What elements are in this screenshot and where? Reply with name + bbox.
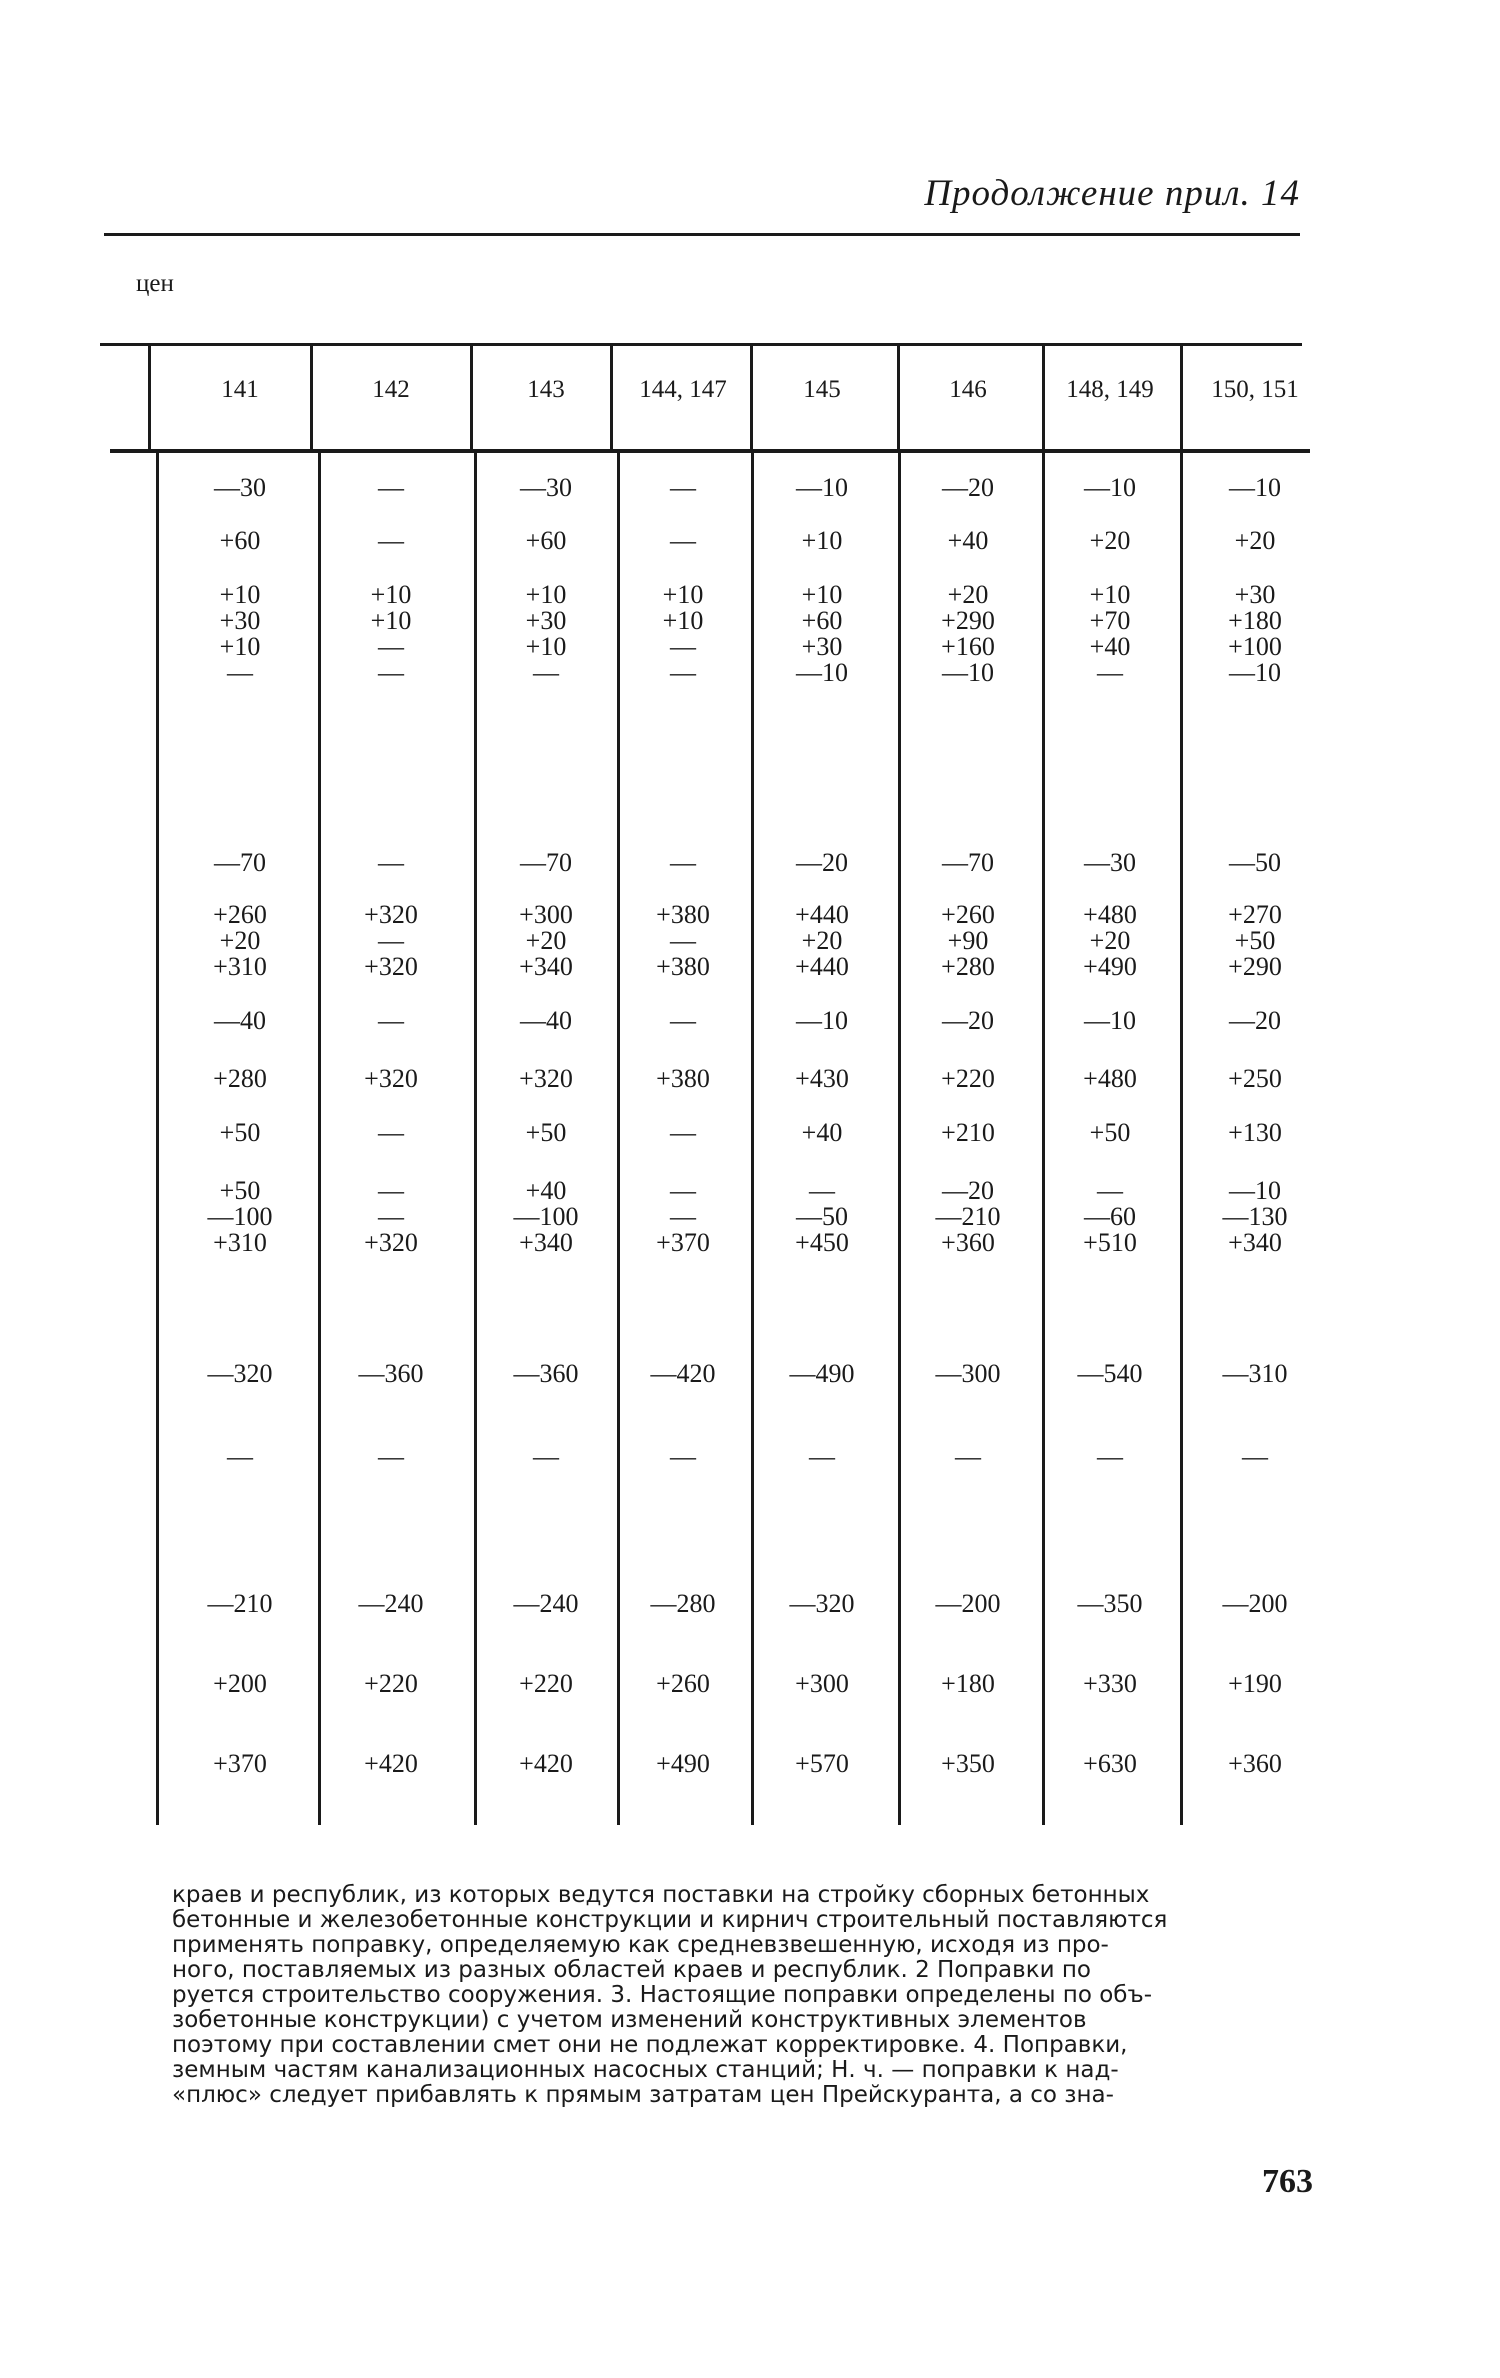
table-cell: +40 [801, 1118, 843, 1147]
table-cell: +260 [941, 900, 995, 929]
table-cell: +220 [519, 1669, 573, 1698]
table-cell: +340 [1228, 1228, 1282, 1257]
table-cell: +510 [1083, 1228, 1137, 1257]
table-cell: — [227, 1442, 253, 1471]
table-cell: —490 [789, 1359, 855, 1388]
table-cell: +50 [525, 1118, 567, 1147]
table-cell: +50 [1089, 1118, 1131, 1147]
table-cell: +280 [941, 952, 995, 981]
table-cell: +20 [1089, 526, 1131, 555]
table-cell: — [378, 1176, 404, 1205]
table-cell: +60 [801, 606, 843, 635]
table-cell: +250 [1228, 1064, 1282, 1093]
table-cell: +50 [219, 1176, 261, 1205]
table-cell: — [670, 1118, 696, 1147]
table-cell: +320 [364, 1064, 418, 1093]
table-cell: — [378, 632, 404, 661]
table-cell: — [670, 1442, 696, 1471]
table-cell: —200 [935, 1589, 1001, 1618]
table-cell: +320 [364, 900, 418, 929]
header-column-rule [148, 343, 151, 449]
table-cell: —300 [935, 1359, 1001, 1388]
table-cell: — [533, 1442, 559, 1471]
table-cell: —40 [214, 1006, 266, 1035]
table-cell: +130 [1228, 1118, 1282, 1147]
table-cell: +480 [1083, 900, 1137, 929]
table-cell: +220 [941, 1064, 995, 1093]
table-cell: — [670, 658, 696, 687]
table-cell: —60 [1084, 1202, 1136, 1231]
table-cell: —10 [942, 658, 994, 687]
table-cell: +20 [1089, 926, 1131, 955]
table-cell: +630 [1083, 1749, 1137, 1778]
table-cell: +260 [213, 900, 267, 929]
table-cell: — [670, 1176, 696, 1205]
column-header: 148, 149 [1066, 376, 1154, 403]
table-cell: —10 [796, 473, 848, 502]
table-cell: —20 [796, 848, 848, 877]
table-cell: — [670, 632, 696, 661]
column-header: 143 [527, 376, 565, 403]
table-cell: +10 [662, 580, 704, 609]
table-cell: +290 [941, 606, 995, 635]
table-cell: +10 [662, 606, 704, 635]
table-cell: — [378, 848, 404, 877]
table-cell: +320 [364, 952, 418, 981]
table-cell: +310 [213, 952, 267, 981]
footnote-line: земным частям канализационных насосных станций; Н. ч. — поправки к над- [172, 2057, 1119, 2083]
table-cell: +10 [219, 580, 261, 609]
table-cell: +420 [519, 1749, 573, 1778]
table-cell: — [670, 1006, 696, 1035]
table-cell: — [1097, 1442, 1123, 1471]
table-cell: —20 [942, 1006, 994, 1035]
table-cell: +320 [364, 1228, 418, 1257]
table-cell: —10 [1084, 1006, 1136, 1035]
table-cell: —70 [214, 848, 266, 877]
table-cell: +480 [1083, 1064, 1137, 1093]
table-cell: —210 [207, 1589, 273, 1618]
table-cell: +10 [370, 606, 412, 635]
footnote-line: бетонные и железобетонные конструкции и кирнич строительный поставляются [172, 1907, 1168, 1933]
table-cell: —10 [1229, 473, 1281, 502]
table-cell: +40 [525, 1176, 567, 1205]
table-cell: +340 [519, 952, 573, 981]
table-cell: +360 [1228, 1749, 1282, 1778]
table-cell: +20 [1234, 526, 1276, 555]
stub-header: цен [136, 270, 174, 297]
table-cell: +320 [519, 1064, 573, 1093]
table-cell: — [533, 658, 559, 687]
table-cell: —20 [1229, 1006, 1281, 1035]
table-cell: +10 [801, 526, 843, 555]
table-cell: +210 [941, 1118, 995, 1147]
table-cell: +60 [219, 526, 261, 555]
running-head: Продолжение прил. 14 [924, 173, 1300, 214]
table-cell: +40 [947, 526, 989, 555]
table-cell: +180 [941, 1669, 995, 1698]
table-cell: +10 [219, 632, 261, 661]
table-cell: +340 [519, 1228, 573, 1257]
table-cell: —280 [650, 1589, 716, 1618]
table-cell: — [670, 526, 696, 555]
table-cell: +10 [370, 580, 412, 609]
table-cell: —540 [1077, 1359, 1143, 1388]
footnote-line: руется строительство сооружения. 3. Настоящие поправки определены по объ- [172, 1982, 1153, 2008]
header-column-rule [1042, 343, 1045, 449]
table-cell: +70 [1089, 606, 1131, 635]
footnote-line: ного, поставляемых из разных областей краев и республик. 2 Поправки по [172, 1957, 1091, 1983]
column-header: 146 [949, 376, 987, 403]
table-cell: +380 [656, 900, 710, 929]
table-cell: —10 [796, 658, 848, 687]
table-cell: —100 [513, 1202, 579, 1231]
table-cell: +370 [213, 1749, 267, 1778]
table-cell: +100 [1228, 632, 1282, 661]
table-cell: +30 [801, 632, 843, 661]
table-cell: — [1097, 658, 1123, 687]
column-header: 145 [803, 376, 841, 403]
table-cell: — [670, 926, 696, 955]
table-cell: +300 [795, 1669, 849, 1698]
table-cell: +440 [795, 952, 849, 981]
table-cell: —30 [1084, 848, 1136, 877]
table-cell: —10 [1229, 1176, 1281, 1205]
table-cell: +180 [1228, 606, 1282, 635]
table-cell: —50 [796, 1202, 848, 1231]
table-cell: — [1242, 1442, 1268, 1471]
table-cell: +300 [519, 900, 573, 929]
table-cell: +380 [656, 1064, 710, 1093]
table-cell: +40 [1089, 632, 1131, 661]
table-cell: — [378, 926, 404, 955]
table-cell: —130 [1222, 1202, 1288, 1231]
table-cell: —420 [650, 1359, 716, 1388]
table-cell: +420 [364, 1749, 418, 1778]
table-cell: +30 [219, 606, 261, 635]
table-cell: —310 [1222, 1359, 1288, 1388]
table-cell: —360 [513, 1359, 579, 1388]
column-header: 150, 151 [1211, 376, 1299, 403]
table-cell: — [378, 1202, 404, 1231]
table-cell: —50 [1229, 848, 1281, 877]
table-cell: +20 [525, 926, 567, 955]
table-cell: +490 [656, 1749, 710, 1778]
footnote-line: поэтому при составлении смет они не подлежат корректировке. 4. Поправки, [172, 2032, 1128, 2058]
table-cell: +270 [1228, 900, 1282, 929]
footnote-line: зобетонные конструкции) с учетом изменений конструктивных элементов [172, 2007, 1087, 2033]
table-cell: —10 [1229, 658, 1281, 687]
table-cell: +30 [525, 606, 567, 635]
table-cell: +380 [656, 952, 710, 981]
table-cell: —350 [1077, 1589, 1143, 1618]
table-cell: +190 [1228, 1669, 1282, 1698]
table-cell: — [378, 1442, 404, 1471]
table-cell: +10 [1089, 580, 1131, 609]
table-cell: —40 [520, 1006, 572, 1035]
table-cell: +260 [656, 1669, 710, 1698]
table-cell: +10 [801, 580, 843, 609]
header-column-rule [750, 343, 753, 449]
table-cell: —10 [796, 1006, 848, 1035]
column-header: 141 [221, 376, 259, 403]
footnote-line: «плюс» следует прибавлять к прямым затратам цен Прейскуранта, а со зна- [172, 2082, 1114, 2108]
table-cell: —360 [358, 1359, 424, 1388]
table-cell: —20 [942, 473, 994, 502]
table-cell: — [670, 1202, 696, 1231]
column-header: 144, 147 [639, 376, 727, 403]
table-cell: —20 [942, 1176, 994, 1205]
table-cell: +570 [795, 1749, 849, 1778]
page-number: 763 [1262, 2163, 1313, 2200]
table-cell: — [670, 848, 696, 877]
table-cell: —10 [1084, 473, 1136, 502]
table-cell: —200 [1222, 1589, 1288, 1618]
table-cell: +220 [364, 1669, 418, 1698]
table-cell: —210 [935, 1202, 1001, 1231]
table-cell: +90 [947, 926, 989, 955]
table-cell: +10 [525, 632, 567, 661]
table-cell: —30 [520, 473, 572, 502]
table-cell: +310 [213, 1228, 267, 1257]
body-column-rule [156, 453, 159, 1825]
table-cell: +20 [947, 580, 989, 609]
header-column-rule [610, 343, 613, 449]
footnote-line: применять поправку, определяемую как средневзвешенную, исходя из про- [172, 1932, 1109, 1958]
table-cell: +440 [795, 900, 849, 929]
table-cell: —100 [207, 1202, 273, 1231]
footnotes [172, 1883, 1318, 2108]
table-cell: — [1097, 1176, 1123, 1205]
table-cell: — [378, 1006, 404, 1035]
table-cell: +490 [1083, 952, 1137, 981]
header-column-rule [310, 343, 313, 449]
table-cell: +370 [656, 1228, 710, 1257]
table-cell: +60 [525, 526, 567, 555]
table-cell: +20 [219, 926, 261, 955]
header-column-rule [897, 343, 900, 449]
table-cell: +360 [941, 1228, 995, 1257]
table-cell: — [378, 658, 404, 687]
table-cell: +20 [801, 926, 843, 955]
table-cell: —240 [513, 1589, 579, 1618]
table-cell: +450 [795, 1228, 849, 1257]
table-cell: —320 [207, 1359, 273, 1388]
header-top-rule [104, 233, 1300, 236]
table-cell: +50 [1234, 926, 1276, 955]
table-cell: +160 [941, 632, 995, 661]
table-cell: — [227, 658, 253, 687]
table-cell: —70 [520, 848, 572, 877]
table-cell: — [378, 1118, 404, 1147]
footnote-line: краев и республик, из которых ведутся поставки на стройку сборных бетонных [172, 1882, 1150, 1908]
table-cell: —240 [358, 1589, 424, 1618]
table-cell: +280 [213, 1064, 267, 1093]
table-cell: — [809, 1442, 835, 1471]
table-cell: — [809, 1176, 835, 1205]
table-cell: —320 [789, 1589, 855, 1618]
table-top-rule [100, 343, 1302, 346]
table-cell: — [955, 1442, 981, 1471]
table-cell: — [378, 526, 404, 555]
table-cell: +200 [213, 1669, 267, 1698]
header-column-rule [1180, 343, 1183, 449]
table-cell: +30 [1234, 580, 1276, 609]
table-cell: +10 [525, 580, 567, 609]
table-cell: — [378, 473, 404, 502]
table-cell: —70 [942, 848, 994, 877]
table-cell: —30 [214, 473, 266, 502]
table-cell: +330 [1083, 1669, 1137, 1698]
column-header: 142 [372, 376, 410, 403]
table-cell: +50 [219, 1118, 261, 1147]
table-cell: +290 [1228, 952, 1282, 981]
table-cell: +350 [941, 1749, 995, 1778]
header-column-rule [470, 343, 473, 449]
table-cell: +430 [795, 1064, 849, 1093]
table-cell: — [670, 473, 696, 502]
table-header-bottom-rule [110, 449, 1310, 453]
